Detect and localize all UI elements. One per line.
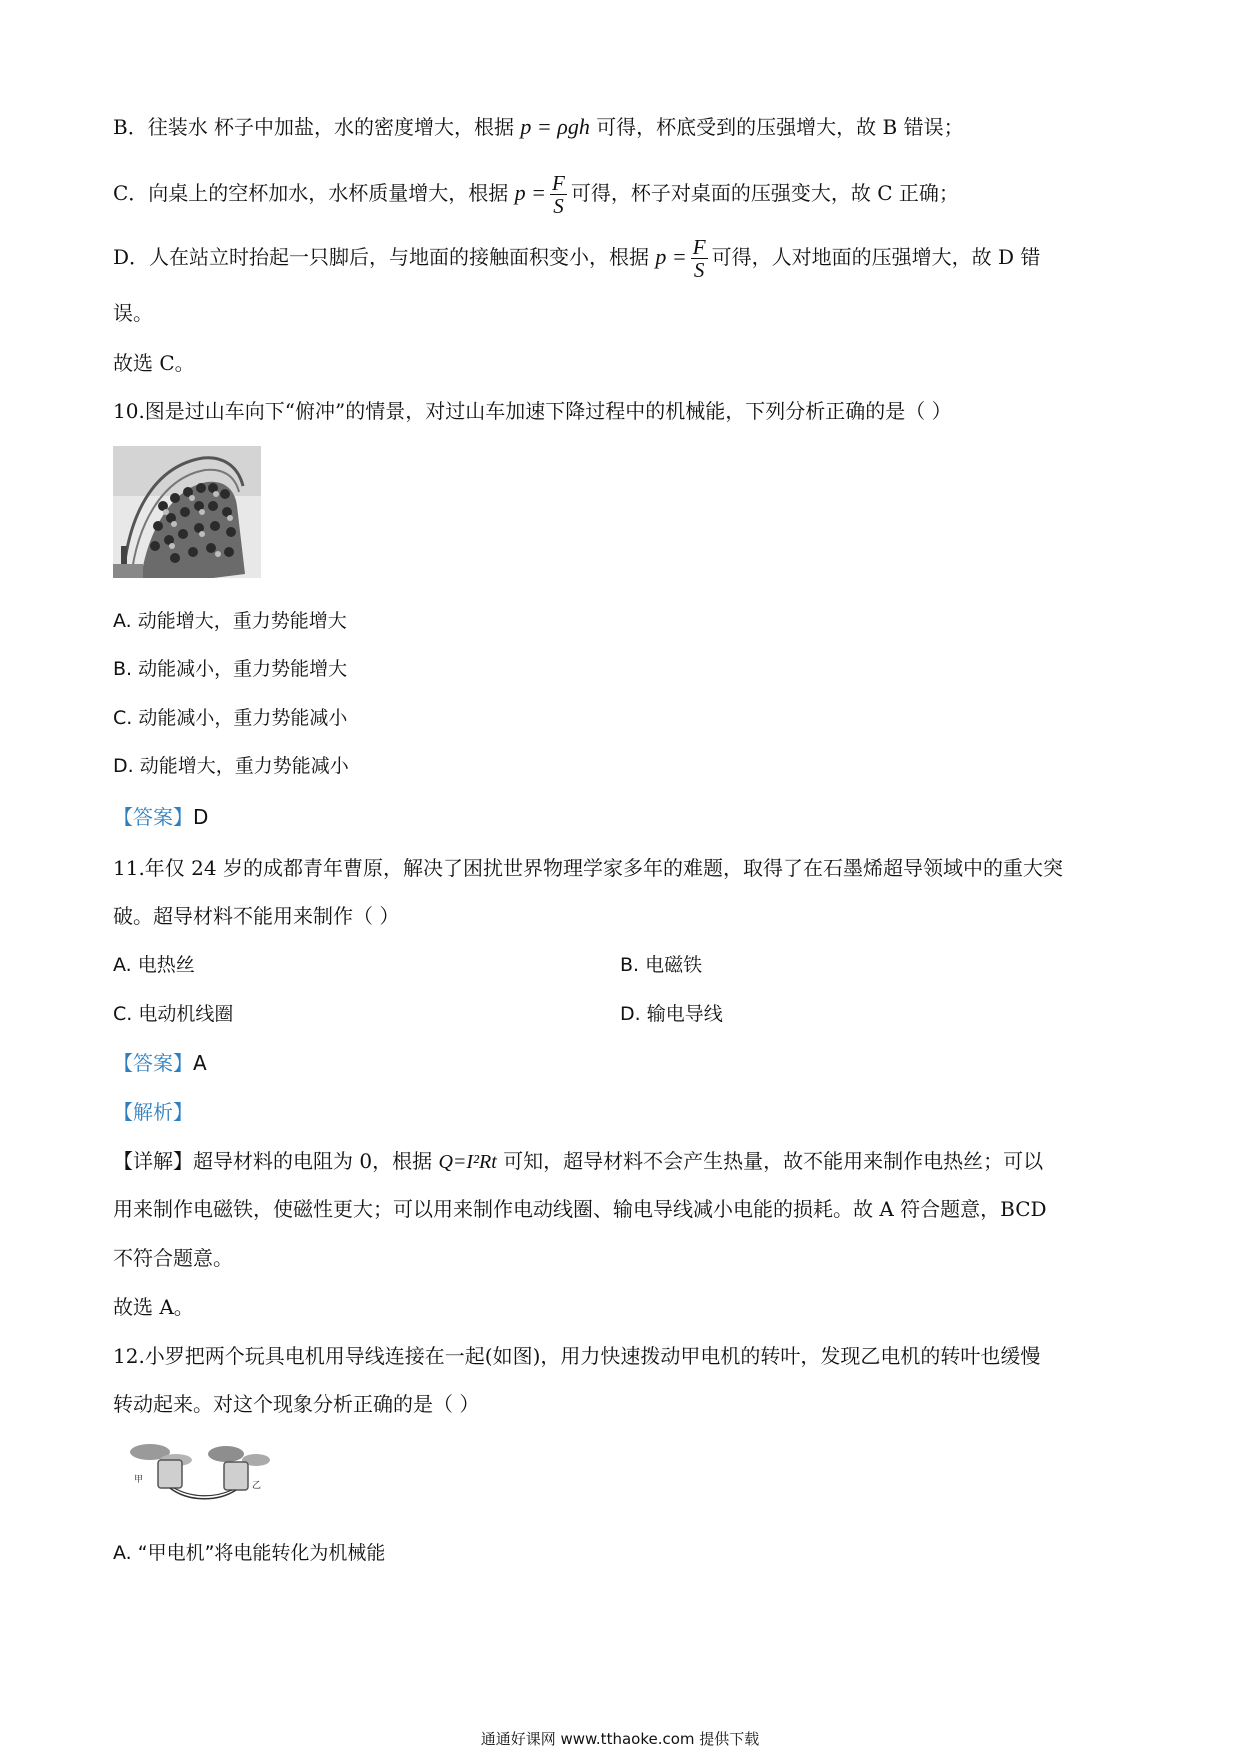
option-d-explanation-cont: 误。 xyxy=(113,301,153,325)
page-footer: 通通好课网 www.tthaoke.com 提供下载 xyxy=(480,1730,760,1748)
question-12-stem-line1: 12.小罗把两个玩具电机用导线连接在一起(如图)，用力快速拨动甲电机的转叶，发现乙电机的转叶也缓慢 xyxy=(113,1344,1041,1368)
q10-answer xyxy=(113,804,208,830)
numerator: F xyxy=(552,171,565,195)
numerator: F xyxy=(692,235,706,259)
text: C．向桌上的空杯加水，水杯质量增大，根据 xyxy=(113,181,509,205)
answer-value: D xyxy=(193,805,209,829)
text: 可得，人对地面的压强增大，故 D 错 xyxy=(711,245,1041,269)
formula-lhs: p = xyxy=(655,244,687,269)
option-b-explanation xyxy=(113,114,964,140)
answer-tag: 【答案】 xyxy=(113,805,193,829)
formula: p = ρgh xyxy=(520,114,590,139)
q11-option-a: A. 电热丝 xyxy=(113,954,195,976)
detail-tag: 【详解】 xyxy=(113,1149,193,1173)
text: B．往装水 杯子中加盐，水的密度增大，根据 xyxy=(113,115,515,139)
q11-detail-line2: 用来制作电磁铁，使磁性更大；可以用来制作电动线圈、输电导线减小电能的损耗。故 A 符合题意，BCD xyxy=(113,1197,1047,1221)
q10-option-c: C. 动能减小，重力势能减小 xyxy=(113,707,348,729)
q10-option-a: A. 动能增大，重力势能增大 xyxy=(113,610,347,632)
q10-option-d: D. 动能增大，重力势能减小 xyxy=(113,755,349,777)
question-10-stem: 10.图是过山车向下“俯冲”的情景，对过山车加速下降过程中的机械能，下列分析正确的是（ ） xyxy=(113,399,952,423)
motor-right-label: 乙 xyxy=(252,1481,262,1491)
roller-coaster-image xyxy=(113,446,261,578)
q11-option-c: C. 电动机线圈 xyxy=(113,1003,234,1025)
text: 可得，杯底受到的压强增大，故 B 错误； xyxy=(596,115,964,139)
question-11-stem-line1: 11.年仅 24 岁的成都青年曹原，解决了困扰世界物理学家多年的难题，取得了在石墨烯超导领域中的重大突 xyxy=(113,856,1063,880)
formula: Q=I²Rt xyxy=(438,1151,497,1173)
text: D．人在站立时抬起一只脚后，与地面的接触面积变小，根据 xyxy=(113,245,650,269)
roller-coaster-photo xyxy=(113,446,261,578)
answer-tag: 【答案】 xyxy=(113,1051,193,1075)
question-12-stem-line2: 转动起来。对这个现象分析正确的是（ ） xyxy=(113,1392,480,1416)
q11-select: 故选 A。 xyxy=(113,1295,194,1319)
text: 可得，杯子对桌面的压强变大，故 C 正确； xyxy=(570,181,959,205)
fraction xyxy=(691,236,708,281)
question-11-stem-line2: 破。超导材料不能用来制作（ ） xyxy=(113,904,400,928)
q11-detail-line3: 不符合题意。 xyxy=(113,1246,233,1270)
option-c-explanation xyxy=(113,172,959,217)
q12-option-a: A. “甲电机”将电能转化为机械能 xyxy=(113,1542,386,1564)
q11-option-d: D. 输电导线 xyxy=(620,1003,723,1025)
formula-lhs: p = xyxy=(514,180,547,205)
text: 可知，超导材料不会产生热量，故不能用来制作电热丝；可以 xyxy=(503,1149,1044,1173)
denominator: S xyxy=(693,258,705,282)
fraction xyxy=(550,172,567,217)
text: 超导材料的电阻为 0，根据 xyxy=(193,1149,433,1173)
q11-analysis-tag: 【解析】 xyxy=(113,1100,193,1124)
option-d-explanation xyxy=(113,236,1040,281)
motors-image xyxy=(128,1438,274,1502)
answer-value: A xyxy=(193,1051,207,1075)
denominator: S xyxy=(553,194,564,218)
q11-option-b: B. 电磁铁 xyxy=(620,954,703,976)
q11-detail-line1 xyxy=(113,1148,1043,1175)
select-answer-9: 故选 C。 xyxy=(113,351,195,375)
q11-answer xyxy=(113,1050,207,1076)
two-motors-illustration xyxy=(128,1438,274,1502)
q10-option-b: B. 动能减小，重力势能增大 xyxy=(113,658,348,680)
motor-left-label: 甲 xyxy=(134,1475,144,1485)
